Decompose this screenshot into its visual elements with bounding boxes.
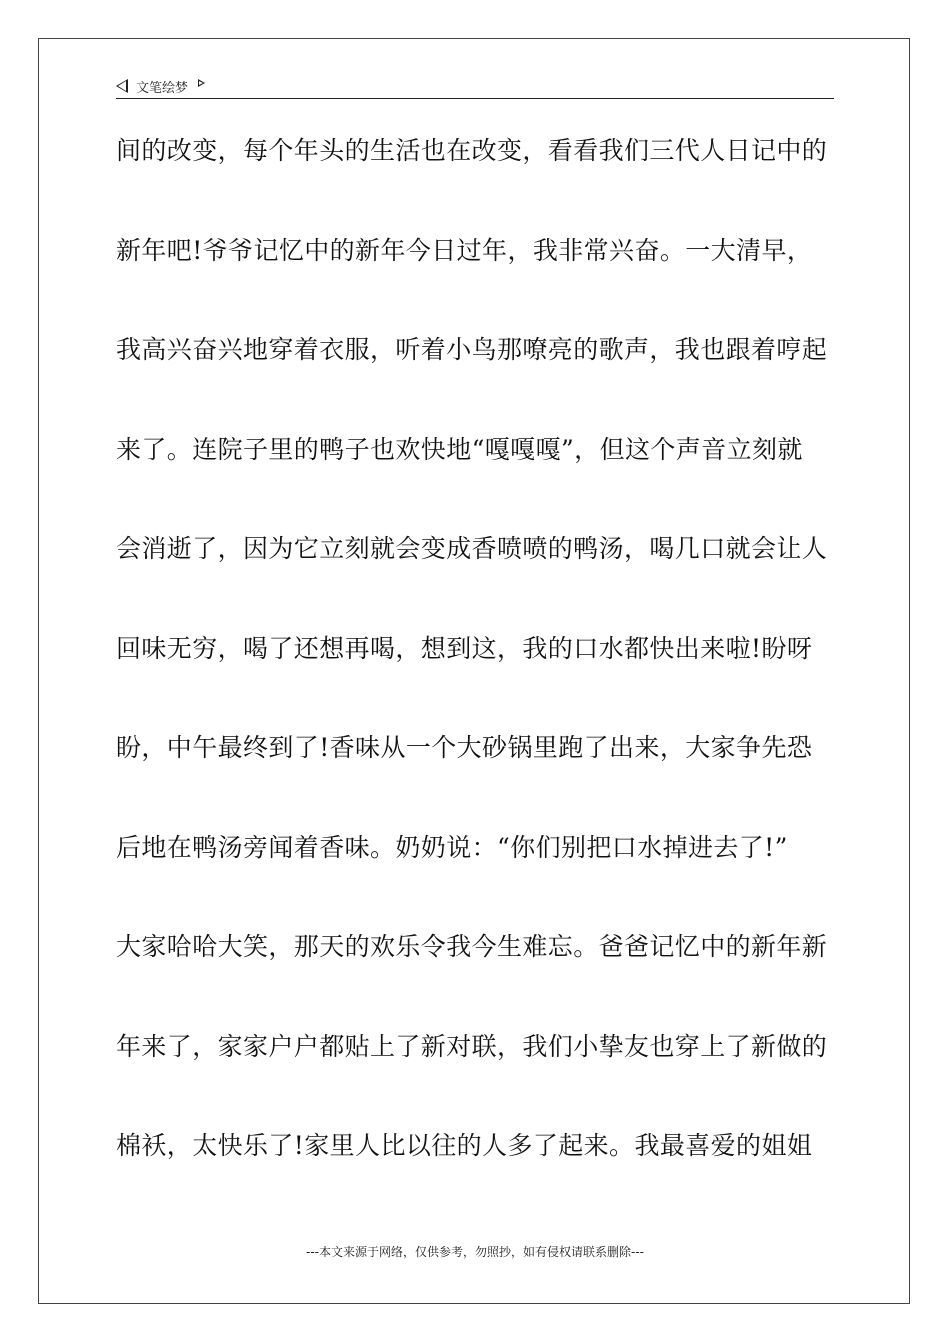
page-header [116,74,834,99]
body-line: 棉袄，太快乐了!家里人比以往的人多了起来。我最喜爱的姐姐 [116,1131,813,1160]
document-body [116,128,838,1223]
body-line: 后地在鸭汤旁闻着香味。奶奶说：“你们别把口水掉进去了!” [116,832,788,862]
footer-notice: ---本文来源于网络，仅供参考，勿照抄，如有侵权请联系删除--- [306,1245,644,1259]
body-line: 回味无穷，喝了还想再喝，想到这，我的口水都快出来啦!盼呀 [116,633,813,663]
body-line: 间的改变，每个年头的生活也在改变，看看我们三代人日记中的 [116,136,828,165]
triangle-left-icon [116,79,128,93]
body-line: 来了。连院子里的鸭子也欢快地“嘎嘎嘎”，但这个声音立刻就 [116,434,803,464]
triangle-right-icon [198,79,205,87]
body-line: 年来了，家家户户都贴上了新对联，我们小挚友也穿上了新做的 [116,1031,828,1061]
body-line: 我高兴奋兴地穿着衣服，听着小鸟那嘹亮的歌声，我也跟着哼起 [116,335,828,364]
body-line: 会消逝了，因为它立刻就会变成香喷喷的鸭汤，喝几口就会让人 [116,534,828,563]
body-line: 新年吧!爷爷记忆中的新年今日过年，我非常兴奋。一大清早， [116,235,813,265]
body-line: 盼，中午最终到了!香味从一个大砂锅里跑了出来，大家争先恐 [116,733,813,762]
header-title: 文笔绘梦 [136,80,189,96]
body-line: 大家哈哈大笑，那天的欢乐令我今生难忘。爸爸记忆中的新年新 [116,932,828,961]
